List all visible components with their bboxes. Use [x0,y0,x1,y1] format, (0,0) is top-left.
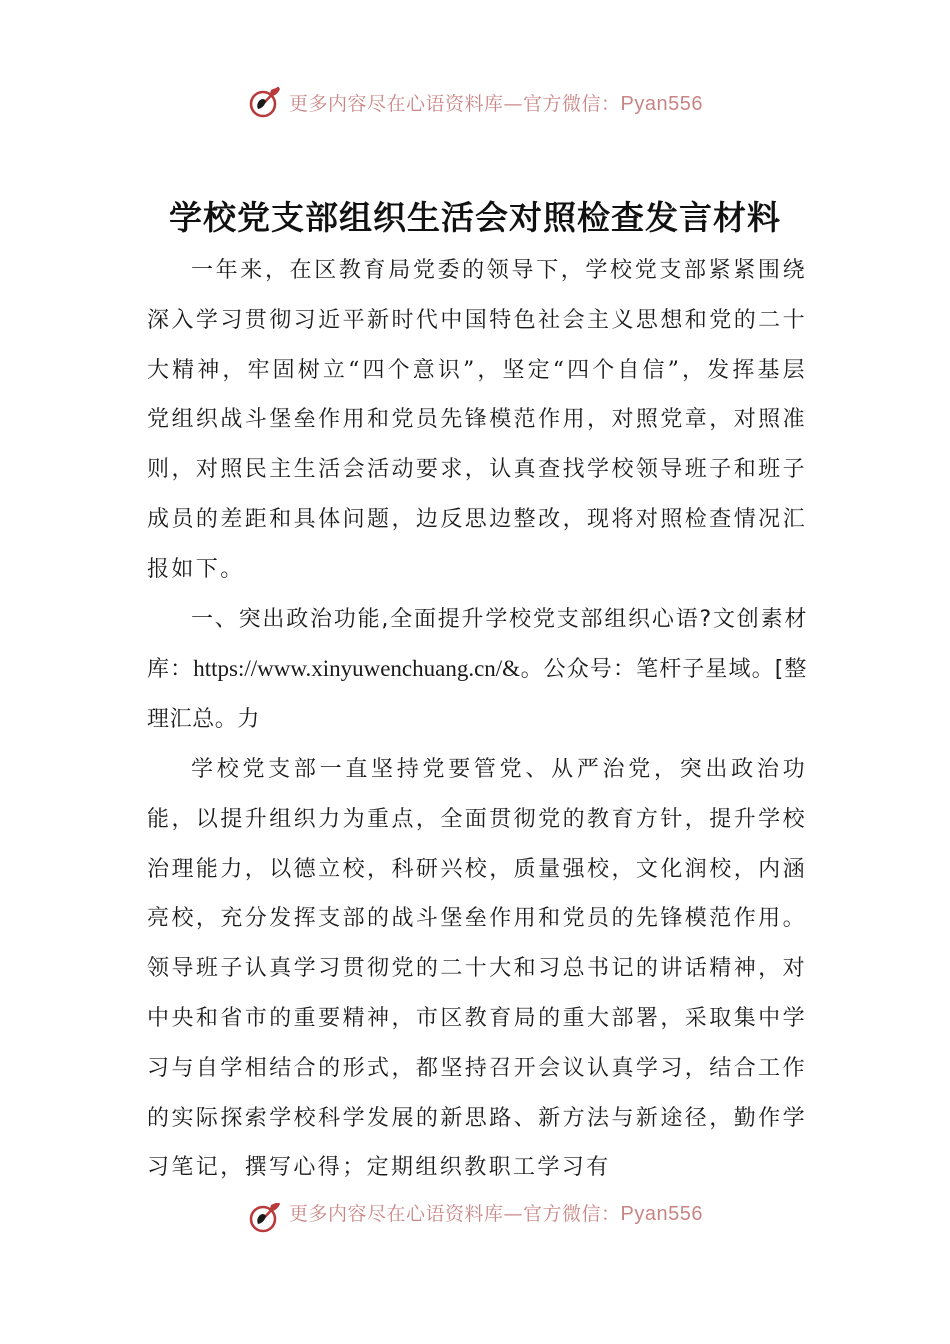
source-url: https://www.xinyuwenchuang.cn/& [193,656,521,682]
watermark-handle: Pyan556 [620,92,703,115]
section-heading-part1: 一、突出政治功能,全面提升学校党支部组织心语?文创素材库： [147,606,807,683]
intro-paragraph: 一年来，在区教育局党委的领导下，学校党支部紧紧围绕深入学习贯彻习近平新时代中国特色社会主义思想和党的二十大精神，牢固树立“四个意识”，坚定“四个自信”，发挥基层党组织战斗堡垒作用和党员先锋模范作用，对照党章，对照准则，对照民主生活会活动要求，认真查找学校领导班子和班子成员的差距和具体问题，边反思边整改，现将对照检查情况汇报如下。 [147,258,807,582]
section-heading-part2: 。公众号：笔杆子星域。[整理汇总。力 [147,657,808,733]
watermark-banner-top [0,82,950,122]
quill-logo-icon [247,84,283,120]
watermark-banner-bottom [0,1203,950,1239]
watermark-text: 更多内容尽在心语资料库—官方微信：Pyan556 [289,92,703,115]
watermark-handle: Pyan556 [620,1203,703,1225]
document-title: 学校党支部组织生活会对照检查发言材料 [169,198,781,237]
document-body [147,246,807,1193]
quill-logo-icon [247,1203,283,1235]
section-heading [147,595,807,745]
watermark-text: 更多内容尽在心语资料库—官方微信：Pyan556 [289,1203,703,1225]
body-paragraph: 学校党支部一直坚持党要管党、从严治党，突出政治功能，以提升组织力为重点，全面贯彻党的教育方针，提升学校治理能力，以德立校，科研兴校，质量强校，文化润校，内涵亮校，充分发挥支部的战斗堡垒作用和党员的先锋模范作用。领导班子认真学习贯彻党的二十大和习总书记的讲话精神，对中央和省市的重要精神，市区教育局的重大部署，采取集中学习与自学相结合的形式，都坚持召开会议认真学习，结合工作的实际探索学校科学发展的新思路、新方法与新途径，勤作学习笔记，撰写心得；定期组织教职工学习有 [147,756,807,1181]
